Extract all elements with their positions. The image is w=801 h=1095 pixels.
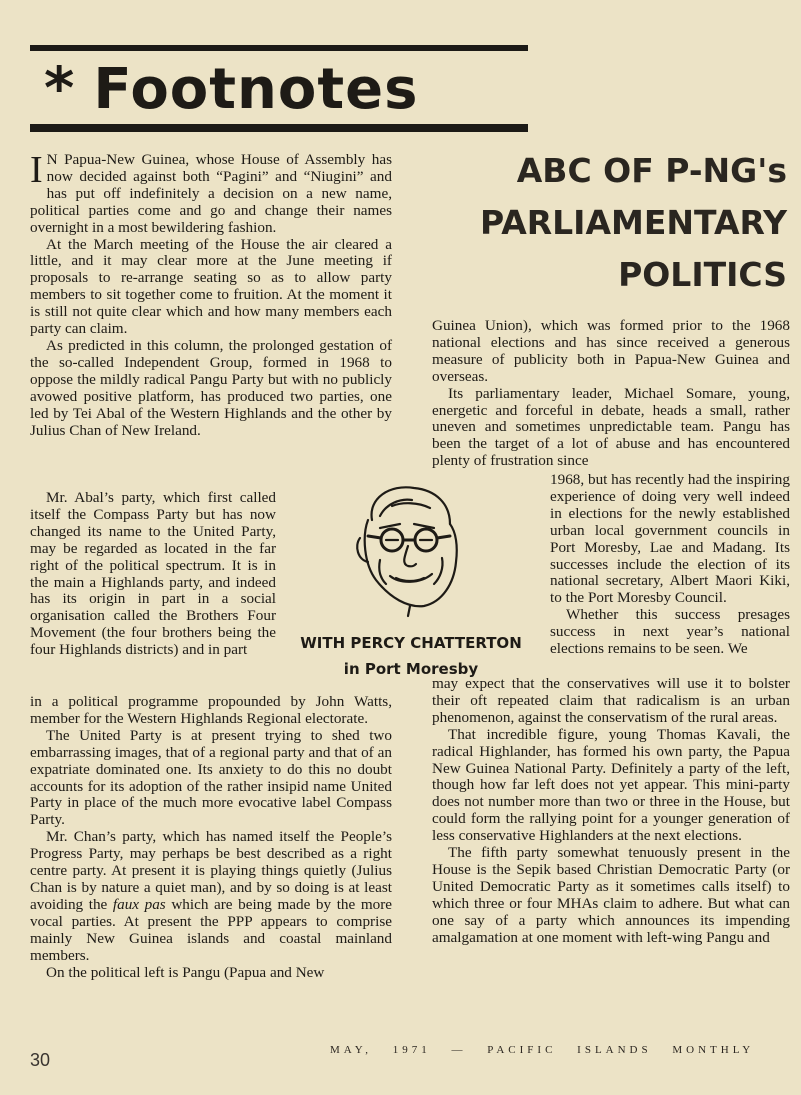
byline-author: WITH PERCY CHATTERTON bbox=[300, 634, 522, 652]
left-column-top bbox=[30, 149, 392, 439]
headline-line-2: PARLIAMENTARY bbox=[480, 203, 787, 242]
headline-line-1: ABC OF P-NG's bbox=[516, 151, 787, 190]
italic-phrase: faux pas bbox=[112, 895, 166, 913]
paragraph: I N Papua-New Guinea, whose House of Assembly has now decided against both “Pagini” and “Niugini” and has put off indefinitely a decision on a new name, political parties come and go and change their names overnight in a most bewildering fashion. bbox=[30, 149, 392, 236]
paragraph: 1968, but has recently had the inspiring experience of doing very well indeed in elections for the newly established urban local government councils in Port Moresby, Lae and Madang. Its successes include the election of its national secretary, Albert Maori Kiki, to the Port Moresby Council. bbox=[550, 471, 790, 607]
right-column-wrap bbox=[550, 472, 790, 658]
asterisk-icon: * bbox=[44, 54, 76, 122]
paragraph: On the political left is Pangu (Papua and New bbox=[46, 963, 325, 981]
headline-line-3: POLITICS bbox=[618, 255, 787, 294]
byline-location: in Port Moresby bbox=[343, 660, 479, 678]
paragraph: At the March meeting of the House the air cleared a little, and it may clear more at the June meeting if proposals to re-arrange seating so as to allow party members to sit together come to fruition. At the moment it is still not quite clear which and how many members each party can claim. bbox=[30, 235, 392, 338]
header-rule-bottom bbox=[30, 124, 528, 132]
running-footer: MAY, 1971 — PACIFIC ISLANDS MONTHLY bbox=[330, 1044, 755, 1056]
paragraph: As predicted in this column, the prolonged gestation of the so-called Independent Group, formed in 1968 to oppose the mildly radical Pangu Party but with no publicly avowed positive platform, has produced two parties, one led by Tei Abal of the Western Highlands and the other by Julius Chan of New Ireland. bbox=[30, 336, 392, 439]
right-column-top bbox=[432, 318, 790, 470]
page-number: 30 bbox=[30, 1050, 51, 1070]
left-column-bottom bbox=[30, 694, 392, 981]
header-rule-top bbox=[30, 45, 528, 51]
paragraph: The fifth party somewhat tenuously present in the House is the Sepik based Christian Democratic Party (or United Democratic Party as it sometimes calls itself) to which three or four MHAs claim to adhere. But what can one say of a party which announces its impending amalgamation at one moment with left-wing Pangu and bbox=[432, 844, 790, 946]
paragraph: The United Party is at present trying to shed two embarrassing images, that of a regional party and that of an expatriate dominated one. Its anxiety to do this no doubt accounts for its adoption of the rather insipid name United Party in place of the much more evocative label Compass Party. bbox=[30, 726, 392, 829]
left-column-wrap bbox=[30, 490, 276, 659]
paragraph: Guinea Union), which was formed prior to the 1968 national elections and has since received a generous measure of publicity both in Papua-New Guinea and overseas. bbox=[432, 317, 790, 385]
cartoon-portrait-icon bbox=[350, 480, 468, 620]
section-title bbox=[44, 52, 418, 126]
section-title-text: Footnotes bbox=[93, 57, 419, 122]
paragraph: That incredible figure, young Thomas Kavali, the radical Highlander, has formed his own party, the Papua New Guinea National Party. Definitely a party of the left, though how far left does not yet appear. This mini-party does not number more than two or three in the House, but could form the rallying point for a younger generation of less conservative Highlanders at the next elections. bbox=[432, 725, 790, 845]
paragraph: may expect that the conservatives will use it to bolster their oft repeated claim that radicalism is an urban phenomenon, against the conservatism of the rural areas. bbox=[432, 675, 790, 726]
right-column-bottom bbox=[432, 676, 790, 947]
paragraph: Mr. Abal’s party, which first called itself the Compass Party but has now changed its name to the United Party, may be regarded as located in the far right of the political spectrum. It is in the main a Highlands party, and indeed has its origin in part in a social organisation called the Brothers Four Movement (the four brothers being the four Highlands districts) and in part bbox=[30, 489, 276, 659]
paragraph: Its parliamentary leader, Michael Somare, young, energetic and forceful in debate, heads a small, rather uneven and sometimes unpredictable team. Pangu has been the target of a lot of abuse and has encountered plenty of frustration since bbox=[432, 384, 790, 470]
drop-cap: I bbox=[30, 149, 43, 191]
article-headline bbox=[447, 145, 787, 301]
paragraph: Mr. Chan’s party, which has named itself the People’s Progress Party, may perhaps be best described as a right centre party. At present it is playing things quietly (Julius Chan is by nature a quiet man), and by so doing is at least avoiding the faux pas which are being made by the more vocal parties. At present the PPP appears to comprise mainly New Guinea islands and coastal mainland members. bbox=[30, 828, 393, 964]
paragraph: Whether this success presages success in next year’s national elections remains to be seen. We bbox=[550, 606, 790, 658]
paragraph: in a political programme propounded by John Watts, member for the Western Highlands Regional electorate. bbox=[30, 693, 392, 727]
